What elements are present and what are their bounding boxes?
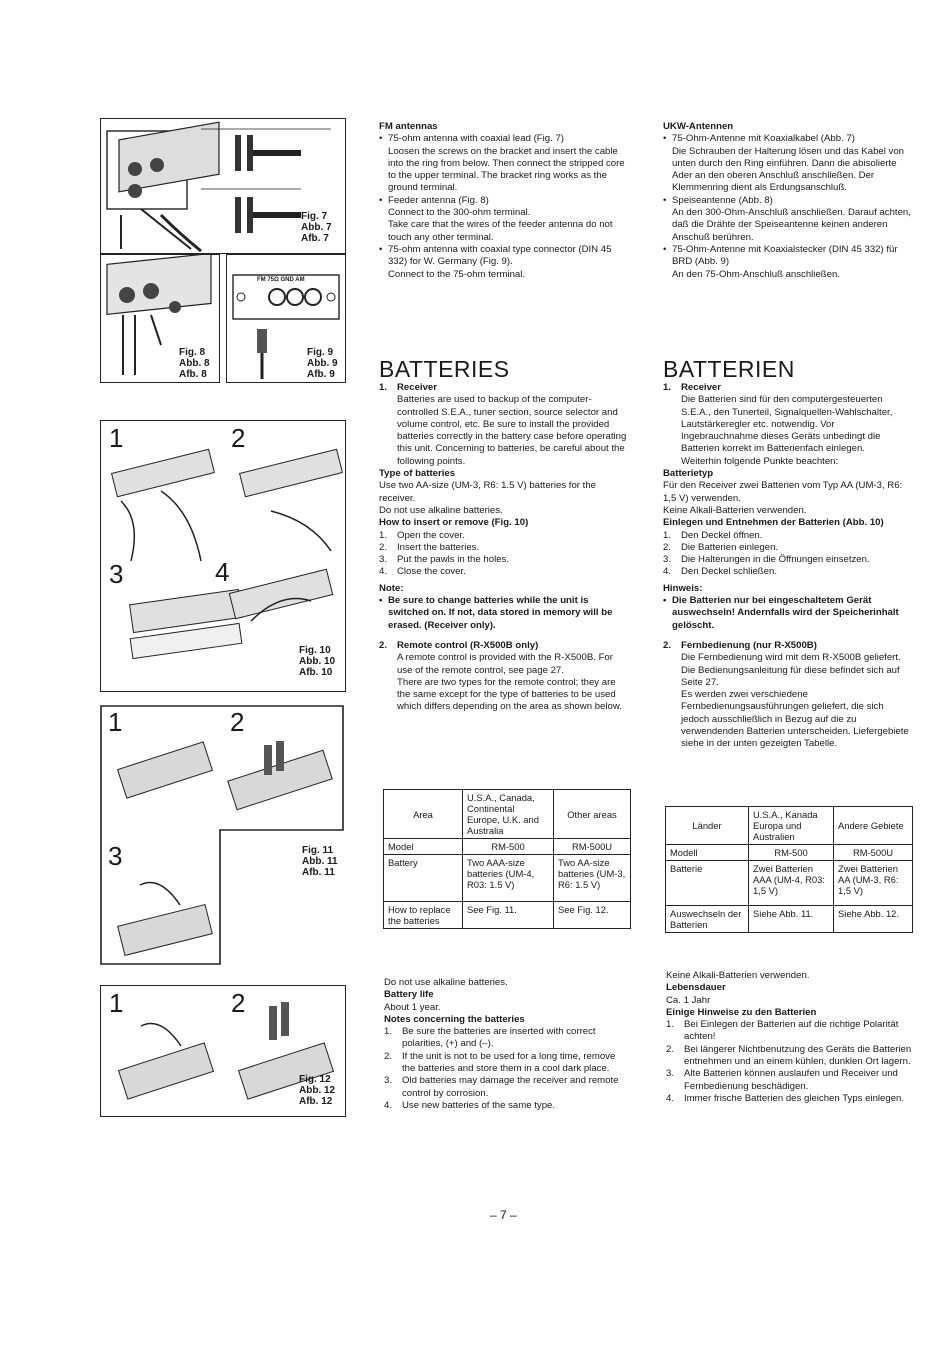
step-2-number: 2 [231, 423, 246, 453]
english-battery-notes: Do not use alkaline batteries. Battery life About 1 year. Notes concerning the batteries 1. Be sure the batteries are inserted with correct polarities, (+) and (–). 2. If the unit is not to be used for a long time, remove the batteries and store them in a cool dark place. 3. Old batteries may damage the receiver and remote control by corrosion. 4. Use new batteries of the same type. [384, 977, 630, 1112]
tabelle-cell-batterie-2: Zwei Batterien AA (UM-3, R6: 1,5 V) [834, 861, 913, 906]
fm-item-1: 75-ohm antenna with coaxial lead (Fig. 7) [388, 133, 564, 145]
battery-note-4: Use new batteries of the same type. [402, 1099, 556, 1111]
battery-note-2: If the unit is not to be used for a long time, remove the batteries and store them in a cool dark place. [402, 1050, 616, 1075]
batterietyp-text-2: Keine Alkali-Batterien verwenden. [663, 504, 807, 516]
figure-11 [100, 705, 344, 965]
fm-item-2: Feeder antenna (Fig. 8) [388, 194, 489, 206]
batteries-heading: BATTERIES [379, 356, 510, 382]
fm-item-2-text: Connect to the 300-ohm terminal. [388, 207, 531, 219]
insert-step-4: Close the cover. [397, 566, 466, 578]
table-cell-battery-1: Two AAA-size batteries (UM-4, R03: 1.5 V) [463, 855, 554, 902]
battery-note-1: Be sure the batteries are inserted with correct polarities, (+) and (–). [402, 1026, 596, 1050]
fig11-label-nl: Afb. 11 [302, 867, 335, 878]
receiver-heading: Receiver [397, 382, 438, 393]
batterien-heading: BATTERIEN [663, 356, 795, 382]
tabelle-cell-auswechseln-2: Siehe Abb. 12. [834, 906, 913, 933]
note-heading: Note: [379, 582, 404, 594]
einlegen-step-4: Den Deckel schließen. [681, 566, 777, 578]
insert-step-1: Open the cover. [397, 529, 465, 541]
ukw-antennen-heading: UKW-Antennen [663, 121, 734, 132]
insert-step-3: Put the pawls in the holes. [397, 554, 509, 566]
fernbedienung-heading: Fernbedienung (nur R-X500B) [681, 639, 817, 651]
tabelle-header-andere: Andere Gebiete [834, 807, 913, 845]
einlegen-step-1: Den Deckel öffnen. [681, 529, 763, 541]
remote-text: A remote control is provided with the R-X500B. For use of the remote control, see page 27. [397, 652, 613, 676]
receiver-text: Batteries are used to backup of the computer-controlled S.E.A., tuner section, source selector and volume control, etc. Be sure to install the provided batteries correctly in the battery case before operating this unit. Concerning to batteries, be careful about the following points. [397, 394, 627, 467]
table-row-battery: Battery [384, 855, 463, 902]
step-3-number: 3 [109, 559, 124, 589]
einlegen-step-2: Die Batterien einlegen. [681, 541, 779, 553]
hinweis-text: Die Batterien nur bei eingeschaltetem Gerät auswechseln! Andernfalls wird der Speicherinhalt gelöscht. [672, 595, 899, 631]
table-cell-model-1: RM-500 [463, 839, 554, 855]
tabelle-header-usa: U.S.A., Kanada Europa und Australien [749, 807, 834, 845]
hinweis-note-3: Alte Batterien können auslaufen und Receiver und Fernbedienung beschädigen. [684, 1068, 898, 1092]
keine-alkali-text: Keine Alkali-Batterien verwenden. [666, 970, 810, 981]
fig7-label-en: Fig. 7 [301, 211, 328, 222]
page-number: – 7 – [490, 1208, 517, 1222]
fm-antennas-heading: FM antennas [379, 121, 438, 132]
ukw-item-3: 75-Ohm-Antenne mit Koaxialstecker (DIN 45 332) für BRD (Abb. 9) [672, 243, 898, 268]
figure-8 [100, 254, 220, 383]
table-cell-battery-2: Two AA-size batteries (UM-3, R6: 1.5 V) [554, 855, 631, 902]
tabelle-cell-modell-2: RM-500U [834, 845, 913, 861]
fig9-panel-label: FM 75Ω GND AM [257, 277, 305, 283]
tabelle-row-auswechseln: Auswechseln der Batterien [666, 906, 749, 933]
ukw-item-3-text: An den 75-Ohm-Anschluß anschließen. [672, 268, 840, 280]
insert-step-2: Insert the batteries. [397, 541, 480, 553]
batterietyp-text: Für den Receiver zwei Batterien vom Typ AA (UM-3, R6: 1,5 V) verwenden. [663, 480, 903, 504]
tabelle-row-modell: Modell [666, 845, 749, 861]
english-batteries: BATTERIES 1. Receiver Batteries are used to backup of the computer-controlled S.E.A., tuner section, source selector and volume control, etc. Be sure to install the provided batteries correctly in the battery case before operating this unit. Concerning to batteries, be careful about the following points. Type of batteries Use two AA-size (UM-3, R6: 1.5 V) batteries for the receiver. Do not use alkaline batteries. How to insert or remove (Fig. 10) 1. Open the cover. 2. Insert the batteries. 3. Put the pawls in the holes. 4. Close the cover. Note: • Be sure to change batteries while the unit is switched on. If not, data stored in memory will be erased. (Receiver only). 2. Remote control (R-X500B only) A remote control is provided with the R-X500B. For use of the remote control, see page 27. There are two types for the remote control; they are the same except for the type of batteries to be used which differs depending on the area as shown below. [379, 356, 629, 714]
fig9-label-de: Abb. 9 [307, 358, 338, 369]
fig10-label-en: Fig. 10 [299, 645, 331, 656]
remote-battery-table-en [383, 789, 631, 929]
fm-item-1-text: Loosen the screws on the bracket and insert the cable into the ring from below. Then connect the stripped core to the upper terminal. The bracket ring works as the ground terminal. [388, 145, 625, 194]
fig12-step-2: 2 [231, 988, 246, 1018]
receiver-text-de: Die Batterien sind für den computergesteuerten S.E.A., den Tunerteil, Signalquellen-Wahlschalter, Lautstärkeregler etc. notwendig. Vor Ingebrauchnahme dieses Geräts unbedingt die Batterien korrekt im Batterienfach einlegen. [681, 394, 893, 455]
table-cell-replace-1: See Fig. 11. [463, 902, 554, 929]
fig12-step-1: 1 [109, 988, 124, 1018]
step-1-number: 1 [109, 423, 124, 453]
fm-item-3-text: Connect to the 75-ohm terminal. [388, 268, 526, 280]
fm-item-3: 75-ohm antenna with coaxial type connector (DIN 45 332) for W. Germany (Fig. 9). [388, 243, 612, 268]
english-column: FM antennas • 75-ohm antenna with coaxial lead (Fig. 7) Loosen the screws on the bracket and insert the cable into the ring from below. Then connect the stripped core to the upper terminal. The bracket ring works as the ground terminal. • Feeder antenna (Fig. 8) Connect to the 300-ohm terminal. Take care that the wires of the feeder antenna do not touch any other terminal. • 75-ohm antenna with coaxial type connector (DIN 45 332) for W. Germany (Fig. 9). Connect to the 75-ohm terminal. [379, 121, 629, 281]
fig8-label-de: Abb. 8 [179, 358, 210, 369]
tabelle-cell-batterie-1: Zwei Batterien AAA (UM-4, R03: 1,5 V) [749, 861, 834, 906]
table-cell-model-2: RM-500U [554, 839, 631, 855]
battery-type-text: Use two AA-size (UM-3, R6: 1.5 V) batteries for the receiver. [379, 480, 597, 504]
hinweis-note-2: Bei längerer Nichtbenutzung des Geräts die Batterien entnehmen und an einem kühlen, dunklen Ort lagern. [684, 1043, 912, 1068]
batterietyp-heading: Batterietyp [663, 468, 714, 480]
remote-text-2: There are two types for the remote control; they are the same except for the type of batteries to be used which differs depending on the area as shown below. [397, 676, 622, 713]
ukw-item-2-text: An den 300-Ohm-Anschluß anschließen. Darauf achten, daß die Drähte der Speiseantenne keinen anderen Anschuß berühren. [672, 207, 911, 243]
receiver-text-de-2: Weiterhin folgende Punkte beachten: [681, 455, 839, 467]
fig8-label-nl: Afb. 8 [179, 369, 207, 380]
table-header-other: Other areas [554, 790, 631, 839]
german-column: UKW-Antennen • 75-Ohm-Antenne mit Koaxialkabel (Abb. 7) Die Schrauben der Halterung lösen und das Kabel von unten durch den Ring einführen. Dann die abisolierte Ader an den oberen Anschluß anschließen. Der Klemmenring dient als Erdungsanschluß. • Speiseantenne (Abb. 8) An den 300-Ohm-Anschluß anschließen. Darauf achten, daß die Drähte der Speiseantenne keinen anderen Anschuß berühren. • 75-Ohm-Antenne mit Koaxialstecker (DIN 45 332) für BRD (Abb. 9) An den 75-Ohm-Anschluß anschließen. [663, 121, 911, 280]
fig12-label-en: Fig. 12 [299, 1074, 331, 1085]
table-header-usa: U.S.A., Canada, Continental Europe, U.K. and Australia [463, 790, 554, 839]
ukw-item-1: 75-Ohm-Antenne mit Koaxialkabel (Abb. 7) [672, 133, 855, 145]
fig9-label-en: Fig. 9 [307, 347, 334, 358]
fig10-label-nl: Afb. 10 [299, 667, 333, 678]
figure-10 [100, 420, 346, 692]
figure-9 [226, 254, 346, 383]
figure-12 [100, 985, 346, 1117]
battery-life-heading: Battery life [384, 989, 434, 1001]
remote-heading: Remote control (R-X500B only) [397, 639, 539, 651]
fig11-step-2: 2 [230, 707, 245, 737]
table-header-area: Area [384, 790, 463, 839]
table-row-replace: How to replace the batteries [384, 902, 463, 929]
lebensdauer-text: Ca. 1 Jahr [666, 994, 711, 1006]
battery-type-heading: Type of batteries [379, 468, 456, 480]
ukw-item-2: Speiseantenne (Abb. 8) [672, 194, 773, 206]
einlegen-step-3: Die Halterungen in die Öffnungen einsetzen. [681, 554, 870, 566]
table-row-model: Model [384, 839, 463, 855]
fig11-step-3: 3 [108, 841, 123, 871]
note-text: Be sure to change batteries while the unit is switched on. If not, data stored in memory will be erased. (Receiver only). [388, 595, 613, 631]
fm-item-2-note: Take care that the wires of the feeder antenna do not touch any other terminal. [388, 219, 613, 243]
hinweise-heading: Einige Hinweise zu den Batterien [666, 1006, 817, 1018]
fig12-label-nl: Afb. 12 [299, 1096, 333, 1107]
fig11-label-en: Fig. 11 [302, 845, 334, 856]
notes-heading: Notes concerning the batteries [384, 1013, 525, 1025]
fig9-label-nl: Afb. 9 [307, 369, 335, 380]
fernbedienung-text: Die Fernbedienung wird mit dem R-X500B geliefert. Die Bedienungsanleitung für diese befindet sich auf Seite 27. [681, 652, 901, 688]
battery-life-text: About 1 year. [384, 1001, 441, 1013]
table-cell-replace-2: See Fig. 12. [554, 902, 631, 929]
fig11-label-de: Abb. 11 [302, 856, 338, 867]
ukw-item-1-text: Die Schrauben der Halterung lösen und das Kabel von unten durch den Ring einführen. Dann die abisolierte Ader an den oberen Anschluß anschließen. Der Klemmenring dient als Erdungsanschluß. [672, 145, 905, 194]
fig11-step-1: 1 [108, 707, 123, 737]
figure-7 [100, 118, 346, 254]
no-alkaline-text: Do not use alkaline batteries. [384, 977, 508, 988]
hinweis-note-4: Immer frische Batterien des gleichen Typs einlegen. [684, 1092, 905, 1104]
german-battery-notes: Keine Alkali-Batterien verwenden. Lebensdauer Ca. 1 Jahr Einige Hinweise zu den Batterien 1. Bei Einlegen der Batterien auf die richtige Polarität achten! 2. Bei längerer Nichtbenutzung des Geräts die Batterien entnehmen und an einem kühlen, dunklen Ort lagern. 3. Alte Batterien können auslaufen und Receiver und Fernbedienung beschädigen. 4. Immer frische Batterien des gleichen Typs einlegen. [666, 970, 914, 1105]
german-batteries: BATTERIEN 1. Receiver Die Batterien sind für den computergesteuerten S.E.A., den Tunerteil, Signalquellen-Wahlschalter, Lautstärkeregler etc. notwendig. Vor Ingebrauchnahme dieses Geräts unbedingt die Batterien korrekt im Batterienfach einlegen. Weiterhin folgende Punkte beachten: Batterietyp Für den Receiver zwei Batterien vom Typ AA (UM-3, R6: 1,5 V) verwenden. Keine Alkali-Batterien verwenden. Einlegen und Entnehmen der Batterien (Abb. 10) 1. Den Deckel öffnen. 2. Die Batterien einlegen. 3. Die Halterungen in die Öffnungen einsetzen. 4. Den Deckel schließen. Hinweis: • Die Batterien nur bei eingeschaltetem Gerät auswechseln! Andernfalls wird der Speicherinhalt gelöscht. 2. Fernbedienung (nur R-X500B) Die Fernbedienung wird mit dem R-X500B geliefert. Die Bedienungsanleitung für diese befindet sich auf Seite 27. Es werden zwei verschiedene Fernbedienungsausführungen geliefert, die sich jedoch ausschließlich in Bezug auf die zu verwendenden Batterien unterscheiden. Liefergebiete siehe in der unten gezeigten Tabelle. [663, 356, 913, 751]
receiver-heading-de: Receiver [681, 382, 722, 393]
fig8-label-en: Fig. 8 [179, 347, 206, 358]
fig12-label-de: Abb. 12 [299, 1085, 336, 1096]
tabelle-header-laender: Länder [666, 807, 749, 845]
hinweis-note-1: Bei Einlegen der Batterien auf die richtige Polarität achten! [684, 1019, 899, 1043]
remote-aaa-illustration [100, 705, 344, 965]
fernbedienung-text-2: Es werden zwei verschiedene Fernbedienungsausführungen geliefert, die sich jedoch ausschließlich in Bezug auf die zu verwendenden Batterien unterscheiden. Liefergebiete siehe in der unten gezeigten Tabelle. [681, 689, 909, 750]
insert-remove-heading: How to insert or remove (Fig. 10) [379, 517, 529, 529]
hinweis-heading: Hinweis: [663, 582, 703, 594]
battery-note-3: Old batteries may damage the receiver and remote control by corrosion. [402, 1075, 619, 1099]
lebensdauer-heading: Lebensdauer [666, 982, 726, 994]
remote-battery-table-de [665, 806, 913, 933]
fig7-label-nl: Afb. 7 [301, 233, 329, 244]
einlegen-heading: Einlegen und Entnehmen der Batterien (Abb. 10) [663, 517, 884, 529]
tabelle-row-batterie: Batterie [666, 861, 749, 906]
fig10-label-de: Abb. 10 [299, 656, 336, 667]
step-4-number: 4 [215, 557, 230, 587]
battery-type-text-2: Do not use alkaline batteries. [379, 504, 503, 516]
fig7-label-de: Abb. 7 [301, 222, 332, 233]
tabelle-cell-modell-1: RM-500 [749, 845, 834, 861]
tabelle-cell-auswechseln-1: Siehe Abb. 11. [749, 906, 834, 933]
